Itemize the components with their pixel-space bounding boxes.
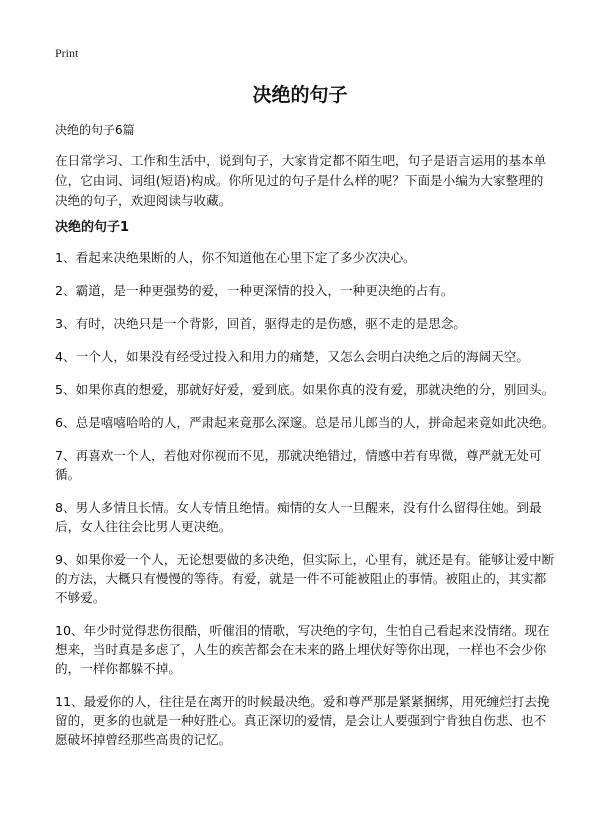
list-item: 2、霸道，是一种更强势的爱，一种更深情的投入，一种更决绝的占有。 xyxy=(55,283,454,298)
list-item: 5、如果你真的想爱，那就好好爱，爱到底。如果你真的没有爱，那就决绝的分，别回头。 xyxy=(55,382,555,397)
intro-paragraph: 在日常学习、工作和生活中，说到句子，大家肯定都不陌生吧，句子是语言运用的基本单位，它由词、词组(短语)构成。你所见过的句子是什么样的呢？下面是小编为大家整理的决绝的句子，欢迎阅读与收藏。 xyxy=(55,153,547,208)
list-item: 6、总是嘻嘻哈哈的人，严肃起来竟那么深邃。总是吊儿郎当的人，拼命起来竟如此决绝。 xyxy=(55,415,555,430)
list-item: 7、再喜欢一个人，若他对你视而不见，那就决绝错过，情感中若有卑微，尊严就无处可循。 xyxy=(55,448,542,482)
section-heading: 决绝的句子1 xyxy=(55,220,130,235)
list-item: 4、一个人，如果没有经受过投入和用力的痛楚，又怎么会明白决绝之后的海阔天空。 xyxy=(55,349,529,364)
list-item: 1、看起来决绝果断的人，你不知道他在心里下定了多少次决心。 xyxy=(55,250,416,265)
page-title: 决绝的句子 xyxy=(252,84,348,106)
list-item: 3、有时，决绝只是一个背影，回首，驱得走的是伤感，驱不走的是思念。 xyxy=(55,316,467,331)
list-item: 11、最爱你的人，往往是在离开的时候最决绝。爱和尊严那是紧紧捆绑，用死缠烂打去挽留的，更多的也就是一种好胜心。真正深切的爱情，是会让人要强到宁肯独自伤悲、也不愿破坏掉曾经那些高贵的记忆。 xyxy=(55,694,550,747)
list-item: 9、如果你爱一个人，无论想要做的多决绝，但实际上，心里有，就还是有。能够让爱中断的方法，大概只有慢慢的等待。有爱，就是一件不可能被阻止的事情。被阻止的，其实都不够爱。 xyxy=(55,552,555,605)
print-link[interactable]: Print xyxy=(55,46,79,60)
list-item: 8、男人多情且长情。女人专情且绝情。痴情的女人一旦醒来，没有什么留得住她。到最后，女人往往会比男人更决绝。 xyxy=(55,500,542,534)
list-item: 10、年少时觉得悲伤很酷，听催泪的情歌，写决绝的字句，生怕自己看起来没情绪。现在想来，当时真是多虑了，人生的疾苦都会在未来的路上埋伏好等你出现，一样也不会少你的，一样你都躲不掉。 xyxy=(55,623,550,676)
sentence-list xyxy=(55,248,555,763)
article-subtitle: 决绝的句子6篇 xyxy=(55,123,135,137)
